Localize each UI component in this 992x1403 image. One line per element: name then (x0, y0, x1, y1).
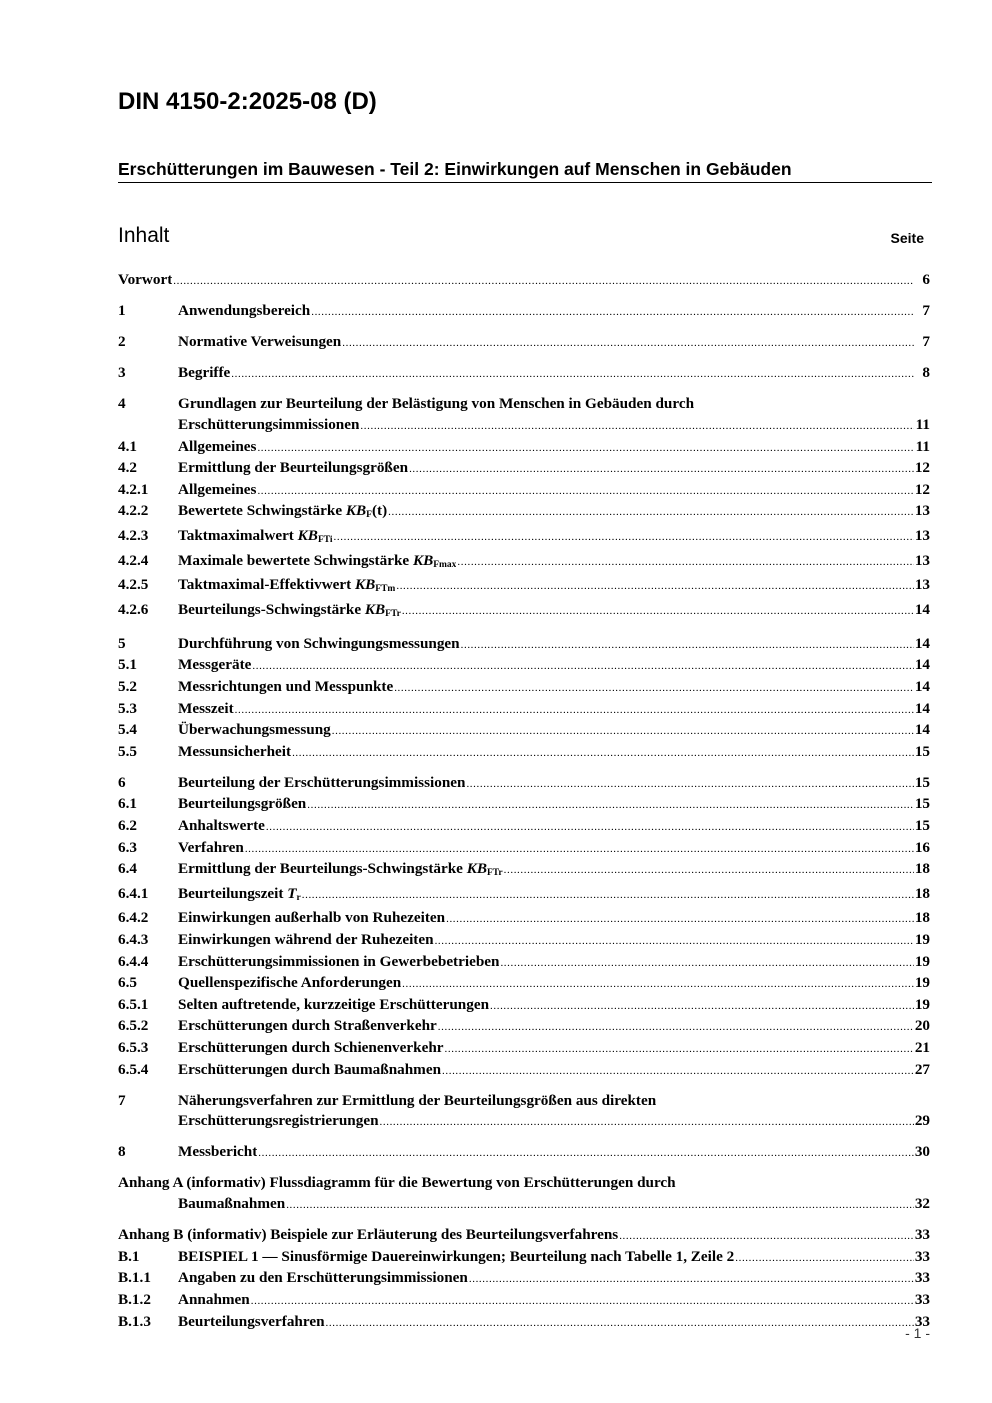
toc-entry-page: 13 (914, 551, 930, 569)
toc-entry-title-text: Messgeräte (178, 656, 252, 674)
toc-entry-title-text: Beurteilungszeit (178, 884, 284, 902)
toc-entry-page: 14 (914, 678, 930, 695)
math-subscript: FTm (375, 584, 396, 595)
toc-entry-number: 4.1 (118, 437, 137, 455)
toc-entry[interactable] (118, 1247, 930, 1269)
toc-entry[interactable] (118, 884, 930, 909)
toc-entry[interactable] (118, 270, 930, 292)
toc-entry-number: 6.3 (118, 838, 137, 856)
toc-entry-title (178, 600, 401, 625)
dot-leader (387, 502, 914, 523)
toc-entry-page: 11 (915, 415, 930, 433)
dot-leader (341, 333, 914, 354)
toc-entry-page: 32 (914, 1195, 930, 1213)
dot-leader (251, 656, 914, 677)
toc-entry-number: 6.4.2 (118, 909, 149, 927)
math-symbol: KB (466, 860, 487, 878)
toc-entry-page: 14 (914, 721, 930, 739)
toc-entry-title (178, 884, 301, 909)
dot-leader (444, 1039, 914, 1060)
dot-leader (359, 416, 914, 437)
toc-entry[interactable] (118, 1142, 930, 1164)
toc-entry[interactable] (118, 1268, 930, 1290)
toc-entry-title-text: Normative Verweisungen (178, 333, 342, 351)
toc-entry-page: 29 (914, 1112, 930, 1130)
toc-entry-page: 13 (914, 576, 930, 594)
toc-entry-title (178, 526, 333, 551)
toc-entry-title-text: Selten auftretende, kurzzeitige Erschütterungen (178, 995, 490, 1013)
toc-entry-title-text: Messrichtungen und Messpunkte (178, 678, 394, 695)
dot-leader (256, 438, 914, 459)
toc-entry-page: 12 (914, 480, 930, 498)
toc-entry-title-text: Erschütterungen durch Straßenverkehr (178, 1017, 437, 1035)
dot-leader (379, 1112, 914, 1133)
toc-entry[interactable] (118, 363, 930, 385)
toc-entry-number: 6.5 (118, 974, 137, 992)
toc-entry[interactable] (118, 677, 930, 699)
toc-heading: Inhalt (118, 224, 170, 247)
toc-entry[interactable] (118, 301, 930, 323)
dot-leader (456, 552, 914, 573)
toc-entry-number: 4.2.3 (118, 526, 149, 544)
toc-entry[interactable] (118, 437, 930, 459)
toc-entry[interactable] (118, 952, 930, 974)
dot-leader (244, 839, 914, 860)
toc-entry-title-text: Ermittlung der Beurteilungsgrößen (178, 459, 409, 477)
toc-entry-title (178, 1060, 441, 1081)
toc-entry-page: 14 (914, 600, 930, 618)
math-symbol: KB (412, 551, 434, 569)
toc-entry-title (118, 270, 172, 291)
toc-entry-title (178, 973, 401, 994)
toc-entry[interactable] (118, 526, 930, 551)
math-symbol: KB (345, 502, 367, 520)
toc-entry[interactable] (118, 332, 930, 354)
dot-leader (734, 1248, 914, 1269)
toc-entry-title-line: Erschütterungsregistrierungen (178, 1112, 379, 1130)
toc-entry-title-line: Näherungsverfahren zur Ermittlung der Beurteilungsgrößen aus direkten (178, 1091, 657, 1109)
toc-entry-title (178, 655, 251, 676)
dot-leader (460, 635, 914, 656)
math-symbol: KB (355, 576, 376, 594)
math-symbol: T (287, 884, 297, 902)
toc-entry-number: 5.4 (118, 721, 137, 739)
toc-entry-page: 30 (914, 1143, 930, 1161)
toc-entry-number: 5.2 (118, 678, 137, 695)
toc-entry-title-text: Überwachungsmessung (178, 721, 331, 739)
toc-entry-title-text: Bewertete Schwingstärke (178, 502, 343, 520)
toc-entry-title-text: BEISPIEL 1 — Sinusförmige Dauereinwirkungen; Beurteilung nach Tabelle 1, Zeile 2 (178, 1247, 735, 1265)
toc-entry-title (178, 908, 445, 929)
toc-entry-title-text: Beurteilungs-Schwingstärke (178, 600, 362, 618)
dot-leader (257, 1143, 914, 1164)
toc-entry-page: 6 (922, 271, 930, 288)
dot-leader (445, 909, 914, 930)
toc-entry[interactable] (118, 394, 930, 436)
toc-entry-title-text: Messzeit (178, 699, 234, 717)
toc-entry-number: 4.2.4 (118, 551, 149, 569)
toc-entry-number: B.1 (118, 1247, 140, 1265)
dot-leader (437, 1017, 914, 1038)
toc-entry-title (178, 859, 503, 884)
toc-entry-title-text: Taktmaximalwert (178, 526, 294, 544)
toc-entry-page: 15 (914, 742, 930, 760)
toc-entry[interactable] (118, 973, 930, 995)
toc-entry[interactable] (118, 995, 930, 1017)
toc-entry-title-text: Allgemeines (178, 437, 257, 455)
toc-entry-number: 6.2 (118, 817, 137, 835)
toc-entry-page: 14 (914, 699, 930, 717)
toc-entry-title (178, 551, 456, 576)
toc-entry-number: B.1.3 (118, 1312, 151, 1330)
toc-entry-page: 33 (914, 1247, 930, 1265)
toc-entry-title-text: Anhaltswerte (178, 817, 265, 835)
toc-entry-title-text: Durchführung von Schwingungsmessungen (178, 634, 460, 652)
toc-entry[interactable] (118, 1290, 930, 1312)
toc-entry-page: 15 (914, 817, 930, 835)
toc-entry-page: 19 (914, 931, 930, 949)
toc-entry-page: 19 (914, 995, 930, 1013)
toc-entry-title-text: Verfahren (178, 838, 244, 856)
dot-leader (250, 1291, 914, 1312)
toc-entry-title-text: Beurteilungsgrößen (178, 795, 307, 813)
math-subscript: FTi (317, 534, 333, 545)
toc-entry-title (178, 995, 489, 1016)
math-subscript: r (296, 892, 301, 903)
toc-entry-title (178, 437, 256, 458)
toc-entry[interactable] (118, 501, 930, 526)
toc-entry-title (178, 699, 234, 720)
dot-leader (499, 953, 914, 974)
toc-entry-title (178, 930, 434, 951)
toc-entry-title (178, 1290, 250, 1311)
dot-leader (285, 1195, 914, 1216)
toc-entry[interactable] (118, 1091, 930, 1133)
toc-entry-number: B.1.2 (118, 1290, 151, 1308)
toc-entry-number: 2 (118, 333, 126, 351)
toc-entry-title-text: Anwendungsbereich (178, 302, 311, 320)
toc-entry-title (178, 1268, 468, 1289)
toc-entry-number: 6.5.4 (118, 1060, 149, 1078)
toc-entry-number: 4.2.2 (118, 502, 149, 520)
dot-leader (489, 996, 914, 1017)
toc-entry-number: 6.1 (118, 795, 137, 813)
toc-entry-title (178, 1142, 257, 1163)
document-id: DIN 4150-2:2025-08 (D) (118, 88, 377, 115)
dot-leader (256, 481, 914, 502)
math-subscript: FTr (385, 608, 401, 619)
math-subscript: Fmax (433, 559, 457, 570)
toc-entry-page: 14 (914, 656, 930, 674)
toc-entry-title-text: Einwirkungen während der Ruhezeiten (178, 931, 434, 949)
toc-entry[interactable] (118, 1038, 930, 1060)
dot-leader (408, 459, 914, 480)
toc-entry-number: 5 (118, 634, 126, 652)
toc-entry[interactable] (118, 930, 930, 952)
toc-entry-number: 6.4.1 (118, 884, 149, 902)
annex-title: Anhang B (informativ) Beispiele zur Erläuterung des Beurteilungsverfahrens (118, 1226, 619, 1244)
toc-entry-page: 18 (914, 909, 930, 927)
toc-entry[interactable] (118, 908, 930, 930)
toc-entry-number: B.1.1 (118, 1269, 151, 1287)
toc-entry-page: 20 (914, 1017, 930, 1035)
dot-leader (441, 1061, 914, 1082)
page-column-label: Seite (890, 230, 924, 246)
dot-leader (465, 774, 914, 795)
toc-entry-title-text: Einwirkungen außerhalb von Ruhezeiten (178, 909, 446, 927)
toc-entry-title (178, 952, 499, 973)
toc-entry-title-text: Erschütterungen durch Schienenverkehr (178, 1039, 444, 1056)
dot-leader (401, 601, 914, 622)
toc-entry-title-text: Taktmaximal-Effektivwert (178, 576, 352, 594)
toc-entry-number: 4.2.1 (118, 480, 149, 498)
dot-leader (265, 817, 914, 838)
toc-entry[interactable] (118, 1060, 930, 1082)
toc-entry-title (178, 1247, 734, 1268)
dot-leader (234, 700, 914, 721)
toc-entry-page: 33 (914, 1312, 930, 1330)
toc-entry[interactable] (118, 1225, 930, 1247)
dot-leader (331, 721, 914, 742)
dot-leader (306, 795, 914, 816)
toc-entry-page: 13 (914, 526, 930, 544)
document-title: Erschütterungen im Bauwesen - Teil 2: Einwirkungen auf Menschen in Gebäuden (118, 159, 932, 183)
math-suffix: (t) (371, 502, 388, 520)
toc-entry-title-line: Grundlagen zur Beurteilung der Belästigung von Menschen in Gebäuden durch (178, 395, 695, 413)
toc-entry-page: 16 (914, 838, 930, 856)
annex-title-line: Baumaßnahmen (178, 1195, 286, 1213)
dot-leader (301, 885, 914, 906)
toc-entry-title-line: Erschütterungsimmissionen (178, 415, 360, 433)
dot-leader (503, 860, 914, 881)
toc-entry-title (178, 677, 393, 698)
dot-leader (291, 743, 914, 764)
dot-leader (468, 1269, 914, 1290)
toc-entry-title-text: Messunsicherheit (178, 742, 292, 760)
toc-entry[interactable] (118, 655, 930, 677)
toc-entry[interactable] (118, 773, 930, 795)
toc-entry-page: 33 (914, 1269, 930, 1287)
toc-entry-page: 12 (914, 459, 930, 477)
toc-entry-page: 19 (914, 974, 930, 992)
toc-entry-title (178, 1312, 325, 1333)
toc-entry[interactable] (118, 600, 930, 625)
toc-entry[interactable] (118, 1173, 930, 1215)
toc-entry-title-text: Angaben zu den Erschütterungsimmissionen (178, 1269, 468, 1287)
dot-leader (393, 678, 914, 699)
toc-entry-page: 18 (914, 860, 930, 878)
toc-entry-page: 7 (922, 302, 930, 320)
dot-leader (230, 364, 914, 385)
toc-entry-title-text: Allgemeines (178, 480, 257, 498)
page-number: - 1 - (905, 1325, 930, 1341)
toc-entry-page: 21 (914, 1039, 930, 1056)
dot-leader (401, 974, 914, 995)
dot-leader (325, 1313, 914, 1334)
toc-entry-number: 6.4.4 (118, 952, 149, 970)
toc-entry[interactable] (118, 551, 930, 576)
toc-entry-page: 19 (914, 952, 930, 970)
toc-entry-number: 4.2.5 (118, 576, 149, 594)
toc-entry-title (178, 363, 230, 384)
toc-entry-page: 18 (914, 884, 930, 902)
toc-entry-page: 15 (914, 773, 930, 791)
toc-entry-title-text: Beurteilung der Erschütterungsimmissionen (178, 773, 466, 791)
dot-leader (434, 931, 914, 952)
toc-entry[interactable] (118, 794, 930, 816)
toc-entry-page: 33 (914, 1226, 930, 1244)
toc-entry-title (178, 838, 244, 859)
math-symbol: KB (364, 600, 386, 618)
annex-title-line: Anhang A (informativ) Flussdiagramm für die Bewertung von Erschütterungen durch (118, 1174, 676, 1192)
toc-entry-title (178, 480, 256, 501)
toc-entry[interactable] (118, 458, 930, 480)
toc-entry-number: 6.5.3 (118, 1039, 149, 1056)
toc-entry-title-text: Begriffe (178, 364, 231, 382)
toc-entry-title-text: Erschütterungsimmissionen in Gewerbebetrieben (178, 952, 500, 970)
dot-leader (395, 576, 914, 597)
toc-entry-title-text: Vorwort (118, 271, 173, 288)
toc-entry-number: 6.4.3 (118, 931, 149, 949)
dot-leader (172, 271, 914, 292)
toc-entry-title (178, 634, 460, 655)
toc-entry[interactable] (118, 1312, 930, 1334)
toc-entry-number: 6.5.2 (118, 1017, 149, 1035)
toc-entry-title-text: Maximale bewertete Schwingstärke (178, 551, 410, 569)
dot-leader (310, 302, 914, 323)
dot-leader (333, 527, 914, 548)
toc-entry-title (178, 773, 465, 794)
toc-entry-title (178, 501, 387, 526)
math-subscript: F (366, 510, 372, 521)
toc-entry-number: 4.2 (118, 459, 137, 477)
toc-entry-number: 4.2.6 (118, 600, 149, 618)
toc-entry[interactable] (118, 634, 930, 656)
toc-entry-number: 8 (118, 1143, 126, 1161)
math-symbol: KB (297, 526, 318, 544)
toc-entry-title-text: Messbericht (178, 1143, 258, 1161)
toc-entry-number: 6 (118, 773, 126, 791)
toc-entry-page: 7 (922, 333, 930, 351)
toc-entry-title-text: Erschütterungen durch Baumaßnahmen (178, 1060, 442, 1078)
toc-entry[interactable] (118, 699, 930, 721)
table-of-contents (118, 270, 930, 1333)
toc-entry-title (178, 794, 306, 815)
toc-entry-title (178, 458, 408, 479)
toc-entry-title (178, 742, 291, 763)
toc-entry-title (178, 816, 265, 837)
toc-entry-title (178, 1038, 444, 1059)
toc-entry[interactable] (118, 838, 930, 860)
toc-entry-number: 4 (118, 395, 126, 413)
math-subscript: FTr (486, 868, 503, 879)
toc-entry-page: 13 (914, 502, 930, 520)
toc-entry[interactable] (118, 575, 930, 600)
toc-entry[interactable] (118, 480, 930, 502)
toc-entry-number: 1 (118, 302, 126, 320)
toc-entry[interactable] (118, 1016, 930, 1038)
toc-entry[interactable] (118, 816, 930, 838)
toc-entry-title-text: Ermittlung der Beurteilungs-Schwingstärke (178, 860, 463, 878)
toc-entry[interactable] (118, 720, 930, 742)
toc-entry-number: 5.3 (118, 699, 137, 717)
toc-entry-title-text: Annahmen (178, 1290, 250, 1308)
toc-entry-number: 6.5.1 (118, 995, 149, 1013)
toc-entry-number: 5.5 (118, 742, 137, 760)
toc-entry-page: 27 (914, 1060, 930, 1078)
toc-entry[interactable] (118, 742, 930, 764)
toc-entry-title (178, 332, 341, 353)
toc-entry-title-text: Quellenspezifische Anforderungen (178, 974, 402, 992)
toc-entry-title (178, 575, 395, 600)
toc-entry-page: 11 (915, 437, 930, 455)
toc-entry[interactable] (118, 859, 930, 884)
toc-entry-number: 5.1 (118, 656, 137, 674)
dot-leader (618, 1226, 914, 1247)
toc-entry-page: 33 (914, 1290, 930, 1308)
toc-entry-number: 7 (118, 1091, 126, 1109)
toc-entry-number: 6.4 (118, 860, 137, 878)
toc-entry-title (178, 720, 331, 741)
toc-entry-page: 15 (914, 795, 930, 813)
toc-entry-title (178, 1016, 437, 1037)
toc-entry-number: 3 (118, 364, 126, 382)
toc-entry-title-text: Beurteilungsverfahren (178, 1312, 325, 1330)
toc-entry-title (178, 301, 310, 322)
toc-entry-page: 14 (914, 634, 930, 652)
toc-entry-page: 8 (922, 364, 930, 382)
